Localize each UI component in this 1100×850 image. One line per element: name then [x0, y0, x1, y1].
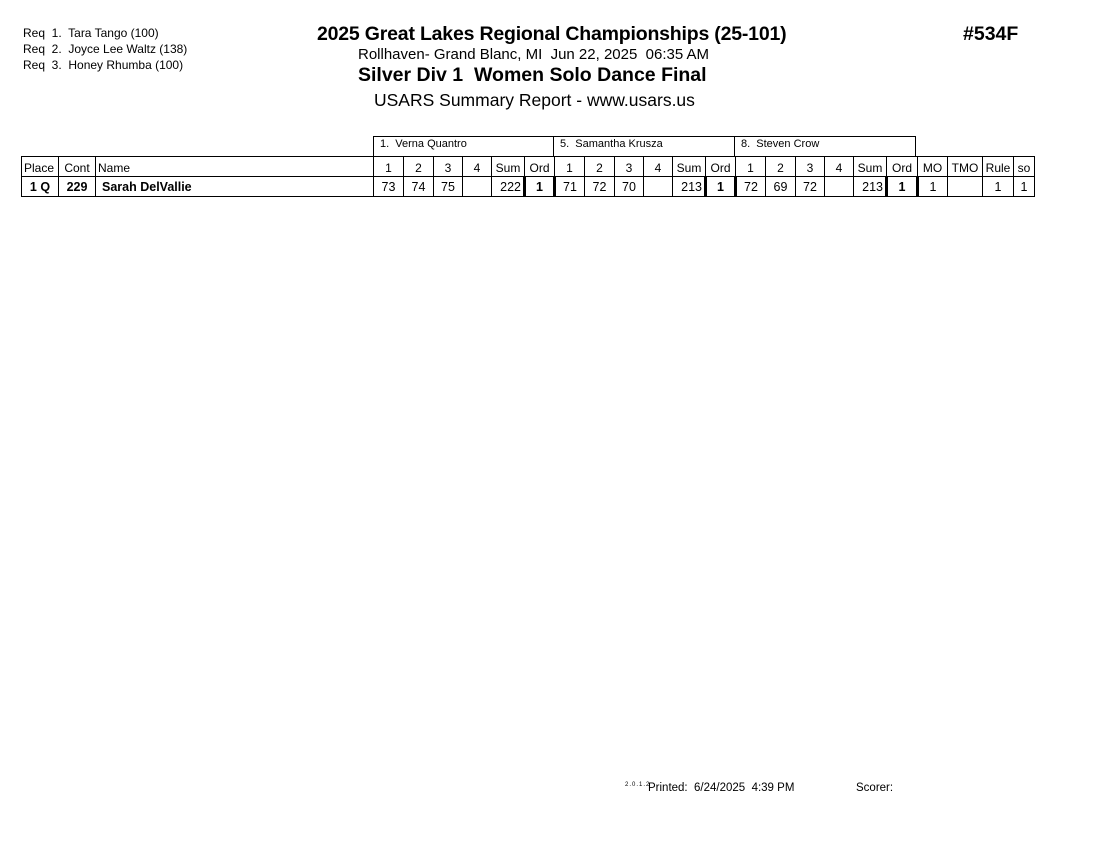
cell-j5-s3: 70	[615, 177, 644, 197]
col-tmo: TMO	[948, 157, 983, 177]
col-mo: MO	[918, 157, 948, 177]
cell-j1-s3: 75	[434, 177, 463, 197]
division-title: Silver Div 1 Women Solo Dance Final	[358, 64, 707, 86]
col-j8-ord: Ord	[887, 157, 918, 177]
event-number: #534F	[963, 23, 1019, 45]
cell-tmo	[948, 177, 983, 197]
cell-j8-sum: 213	[854, 177, 887, 197]
col-j8-s3: 3	[796, 157, 825, 177]
col-j1-s3: 3	[434, 157, 463, 177]
col-place: Place	[22, 157, 59, 177]
header-row	[22, 157, 1035, 177]
col-j8-sum: Sum	[854, 157, 887, 177]
cell-cont: 229	[59, 177, 96, 197]
request-3: Req 3. Honey Rhumba (100)	[23, 58, 184, 72]
request-1: Req 1. Tara Tango (100)	[23, 26, 159, 40]
skater-requests	[23, 25, 187, 73]
judge-header-1: 1. Verna Quantro	[373, 136, 554, 156]
col-j5-s3: 3	[615, 157, 644, 177]
cell-j8-s3: 72	[796, 177, 825, 197]
cell-j5-sum: 213	[673, 177, 706, 197]
cell-j5-s2: 72	[585, 177, 615, 197]
cell-j8-s4	[825, 177, 854, 197]
request-2: Req 2. Joyce Lee Waltz (138)	[23, 42, 188, 56]
col-j1-s2: 2	[404, 157, 434, 177]
col-j1-s1: 1	[374, 157, 404, 177]
cell-j8-ord: 1	[887, 177, 918, 197]
col-j8-s2: 2	[766, 157, 796, 177]
venue-date: Rollhaven- Grand Blanc, MI Jun 22, 2025 06:35 AM	[358, 46, 710, 63]
version-stamp: 2.0.1.2	[625, 782, 651, 788]
col-j5-s4: 4	[644, 157, 673, 177]
cell-j1-sum: 222	[492, 177, 525, 197]
col-j1-sum: Sum	[492, 157, 525, 177]
cell-so: 1	[1014, 177, 1035, 197]
results-table	[21, 156, 1035, 197]
col-j8-s1: 1	[736, 157, 766, 177]
printed-date: Printed: 6/24/2025 4:39 PM	[648, 782, 795, 794]
judge-header-5: 5. Samantha Krusza	[553, 136, 735, 156]
cell-mo: 1	[918, 177, 948, 197]
table-row	[22, 177, 1035, 197]
cell-j5-s1: 71	[555, 177, 585, 197]
col-rule: Rule	[983, 157, 1014, 177]
col-cont: Cont	[59, 157, 96, 177]
cell-place: 1 Q	[22, 177, 59, 197]
scorer-label: Scorer:	[856, 782, 894, 794]
col-j5-sum: Sum	[673, 157, 706, 177]
cell-j1-ord: 1	[525, 177, 555, 197]
cell-j1-s1: 73	[374, 177, 404, 197]
col-j1-s4: 4	[463, 157, 492, 177]
col-j8-s4: 4	[825, 157, 854, 177]
cell-name: Sarah DelVallie	[96, 177, 374, 197]
cell-j5-s4	[644, 177, 673, 197]
cell-j1-s4	[463, 177, 492, 197]
col-j5-s2: 2	[585, 157, 615, 177]
event-title: 2025 Great Lakes Regional Championships (25-101)	[317, 23, 787, 45]
cell-j1-s2: 74	[404, 177, 434, 197]
cell-rule: 1	[983, 177, 1014, 197]
cell-j8-s1: 72	[736, 177, 766, 197]
cell-j8-s2: 69	[766, 177, 796, 197]
report-title: USARS Summary Report - www.usars.us	[374, 90, 695, 110]
cell-j5-ord: 1	[706, 177, 736, 197]
judge-header-8: 8. Steven Crow	[734, 136, 916, 156]
col-so: so	[1014, 157, 1035, 177]
col-j5-ord: Ord	[706, 157, 736, 177]
col-j1-ord: Ord	[525, 157, 555, 177]
col-j5-s1: 1	[555, 157, 585, 177]
col-name: Name	[96, 157, 374, 177]
